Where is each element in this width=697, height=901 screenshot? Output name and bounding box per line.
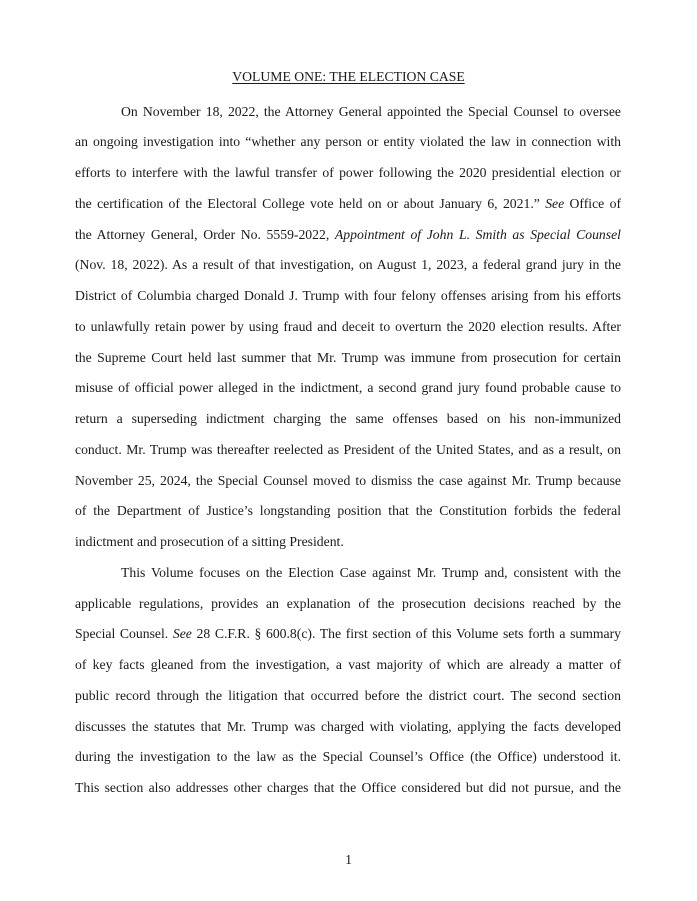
paragraph-2-line-8: This section also addresses other charges that the Office considered but did not pursue, and the bbox=[75, 780, 621, 795]
paragraph-2-line-2: applicable regulations, provides an explanation of the prosecution decisions reached by the bbox=[75, 596, 621, 611]
paragraph-1-line-10: misuse of official power alleged in the indictment, a second grand jury found probable cause to bbox=[75, 380, 621, 395]
volume-title: VOLUME ONE: THE ELECTION CASE bbox=[232, 69, 465, 84]
paragraph-1-line-11: return a superseding indictment charging the same offenses based on his non-immunized bbox=[75, 411, 621, 426]
paragraph-1-line-1: On November 18, 2022, the Attorney General appointed the Special Counsel to oversee bbox=[121, 104, 621, 119]
citation-signal-see: See bbox=[545, 196, 565, 211]
paragraph-2-line-6: discusses the statutes that Mr. Trump was charged with violating, applying the facts developed bbox=[75, 719, 621, 734]
paragraph-2-line-7: during the investigation to the law as the Special Counsel’s Office (the Office) understood it. bbox=[75, 749, 621, 764]
paragraph-1-line-14: of the Department of Justice’s longstanding position that the Constitution forbids the federal bbox=[75, 503, 621, 518]
order-title-italic: Appointment of John L. Smith as Special Counsel bbox=[334, 227, 621, 242]
paragraph-2-line-3 bbox=[75, 625, 621, 643]
paragraph-1-line-4 bbox=[75, 195, 621, 213]
text-segment: 28 C.F.R. § 600.8(c). The first section of this Volume sets forth a summary bbox=[196, 626, 622, 641]
paragraph-1-line-6: (Nov. 18, 2022). As a result of that investigation, on August 1, 2023, a federal grand jury in the bbox=[75, 257, 621, 272]
paragraph-2-line-5: public record through the litigation that occurred before the district court. The second section bbox=[75, 688, 621, 703]
text-segment: Special Counsel. bbox=[75, 626, 169, 641]
paragraph-1-line-3: efforts to interfere with the lawful transfer of power following the 2020 presidential election or bbox=[75, 165, 621, 180]
text-segment: Office of bbox=[569, 196, 622, 211]
text-segment: the certification of the Electoral College vote held on or about January 6, 2021.” bbox=[75, 196, 540, 211]
paragraph-1-line-5 bbox=[75, 226, 621, 244]
paragraph-1-line-9: the Supreme Court held last summer that Mr. Trump was immune from prosecution for certain bbox=[75, 350, 621, 365]
paragraph-2-line-1: This Volume focuses on the Election Case against Mr. Trump and, consistent with the bbox=[121, 565, 621, 580]
paragraph-1-line-15: indictment and prosecution of a sitting President. bbox=[75, 534, 344, 549]
page-number: 1 bbox=[345, 852, 352, 867]
text-segment: the Attorney General, Order No. 5559-2022, bbox=[75, 227, 330, 242]
paragraph-1-line-13: November 25, 2024, the Special Counsel moved to dismiss the case against Mr. Trump because bbox=[75, 473, 621, 488]
paragraph-1-line-12: conduct. Mr. Trump was thereafter reelected as President of the United States, and as a result, on bbox=[75, 442, 621, 457]
paragraph-2-line-4: of key facts gleaned from the investigation, a vast majority of which are already a matter of bbox=[75, 657, 621, 672]
paragraph-1-line-7: District of Columbia charged Donald J. Trump with four felony offenses arising from his efforts bbox=[75, 288, 621, 303]
paragraph-1-line-2: an ongoing investigation into “whether any person or entity violated the law in connection with bbox=[75, 134, 621, 149]
paragraph-1-line-8: to unlawfully retain power by using fraud and deceit to overturn the 2020 election results. After bbox=[75, 319, 621, 334]
citation-signal-see: See bbox=[172, 626, 192, 641]
